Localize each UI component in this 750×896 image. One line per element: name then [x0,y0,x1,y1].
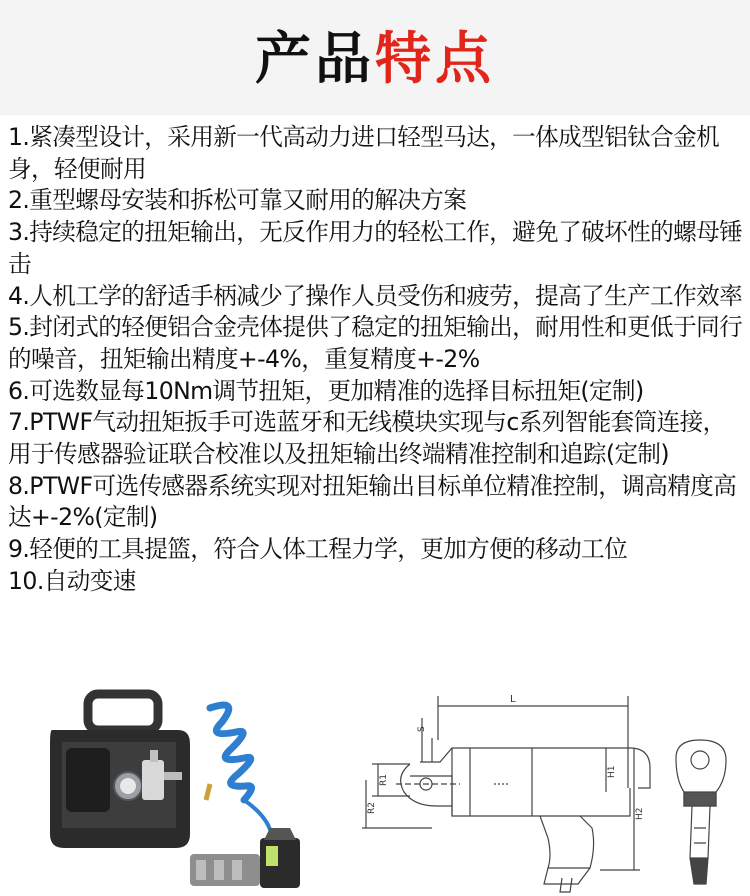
feature-item-10: 10.自动变速 [8,566,136,595]
dim-label-s: S [417,726,427,732]
feature-item-5: 5.封闭式的轻便铝合金壳体提供了稳定的扭矩输出，耐用性和更低于同行的噪音，扭矩输出精度+-4%，重复精度+-2% [8,313,743,373]
feature-item-1: 1.紧凑型设计，采用新一代高动力进口轻型马达，一体成型铝钛合金机身，轻便耐用 [8,123,720,183]
feature-item-9: 9.轻便的工具提篮，符合人体工程力学，更加方便的移动工位 [8,535,628,564]
product-photo [50,694,300,888]
feature-item-8: 8.PTWF可选传感器系统实现对扭矩输出目标单位精准控制，调高精度高达+-2%(定制) [8,471,737,532]
dim-label-h2: H2 [635,807,645,820]
feature-item-7: 7.PTWF气动扭矩扳手可选蓝牙和无线模块实现与c系列智能套筒连接，用于传感器验证联合校准以及扭矩输出终端精准控制和追踪(定制) [8,408,726,469]
dimension-drawing [362,696,650,892]
dim-label-l: L [510,694,516,705]
page-title-part2: 特点 [375,26,495,92]
feature-item-3: 3.持续稳定的扭矩输出，无反作用力的轻松工作，避免了破坏性的螺母锤击 [8,218,743,278]
dim-label-r1: R1 [379,774,389,786]
page-title [255,15,495,95]
feature-item-4: 4.人机工学的舒适手柄减少了操作人员受伤和疲劳，提高了生产工作效率 [8,281,743,310]
feature-item-6: 6.可选数显每10Nm调节扭矩，更加精准的选择目标扭矩(定制) [8,376,644,405]
header-banner [0,0,750,115]
feature-list [8,122,746,598]
page-title-part1: 产品 [255,26,375,92]
feature-item-2: 2.重型螺母安装和拆松可靠又耐用的解决方案 [8,186,467,215]
front-view-drawing [676,740,726,884]
dim-label-r2: R2 [367,802,377,814]
product-images [0,688,750,896]
dim-label-h1: H1 [607,765,617,778]
